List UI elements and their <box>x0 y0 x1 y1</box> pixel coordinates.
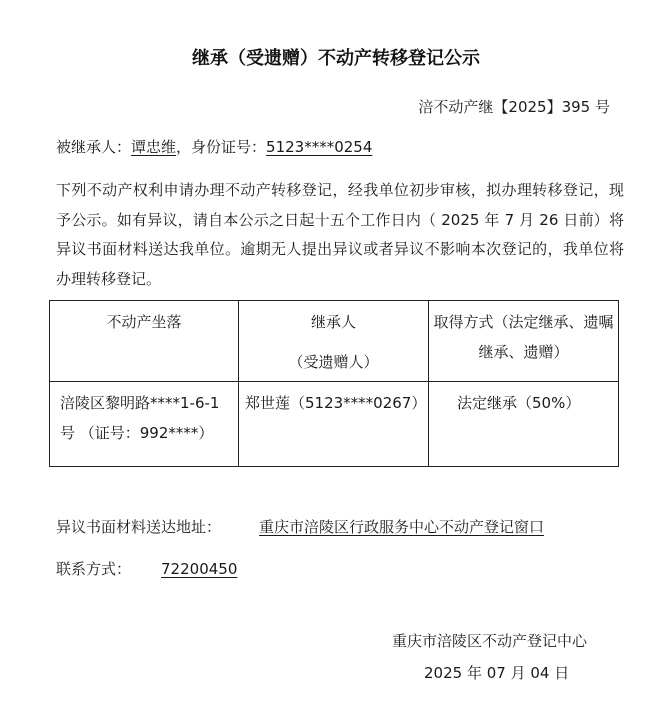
property-table <box>49 300 619 467</box>
signing-organization: 重庆市涪陵区不动产登记中心 <box>392 632 588 650</box>
page-title: 继承（受遗赠）不动产转移登记公示 <box>192 48 480 69</box>
decedent-name: 谭忠维 <box>131 138 177 156</box>
header-acquisition-mode: 取得方式（法定继承、遗嘱继承、遗赠） <box>429 301 619 382</box>
cell-acquisition-mode: 法定继承（50%） <box>429 382 619 467</box>
notice-paragraph: 下列不动产权利申请办理不动产转移登记，经我单位初步审核，拟办理转移登记，现予公示。如有异议，请自本公示之日起十五个工作日内（ 2025 年 7 月 26 日前）将异议书面材料送达我单位。逾期无人提出异议或者异议不影响本次登记的，我单位将办理转移登记。 <box>56 181 624 288</box>
header-heir-line1: 继承人 <box>310 313 356 331</box>
decedent-label: 被继承人： <box>56 138 132 156</box>
signing-date: 2025 年 07 月 04 日 <box>424 664 570 682</box>
address-label: 异议书面材料送达地址： <box>56 518 222 536</box>
document-number: 涪不动产继【2025】395 号 <box>418 98 610 116</box>
table-header-row <box>50 301 619 382</box>
contact-label: 联系方式： <box>56 560 132 578</box>
objection-address <box>56 516 544 537</box>
location-line1: 涪陵区黎明路****1-6-1 <box>60 394 220 412</box>
header-heir <box>239 301 429 382</box>
decedent-info <box>56 136 372 157</box>
header-location: 不动产坐落 <box>50 301 239 382</box>
header-heir-line2: （受遗赠人） <box>288 353 379 371</box>
table-row <box>50 382 619 467</box>
address-value: 重庆市涪陵区行政服务中心不动产登记窗口 <box>259 518 545 536</box>
id-label: ，身份证号： <box>176 138 267 156</box>
decedent-id-number: 5123****0254 <box>266 138 373 156</box>
cell-heir: 郑世莲（5123****0267） <box>239 382 429 467</box>
cell-location <box>50 382 239 467</box>
contact-info <box>56 558 237 579</box>
contact-value: 72200450 <box>161 560 238 578</box>
location-line2: 号 （证号：992****） <box>60 424 214 442</box>
